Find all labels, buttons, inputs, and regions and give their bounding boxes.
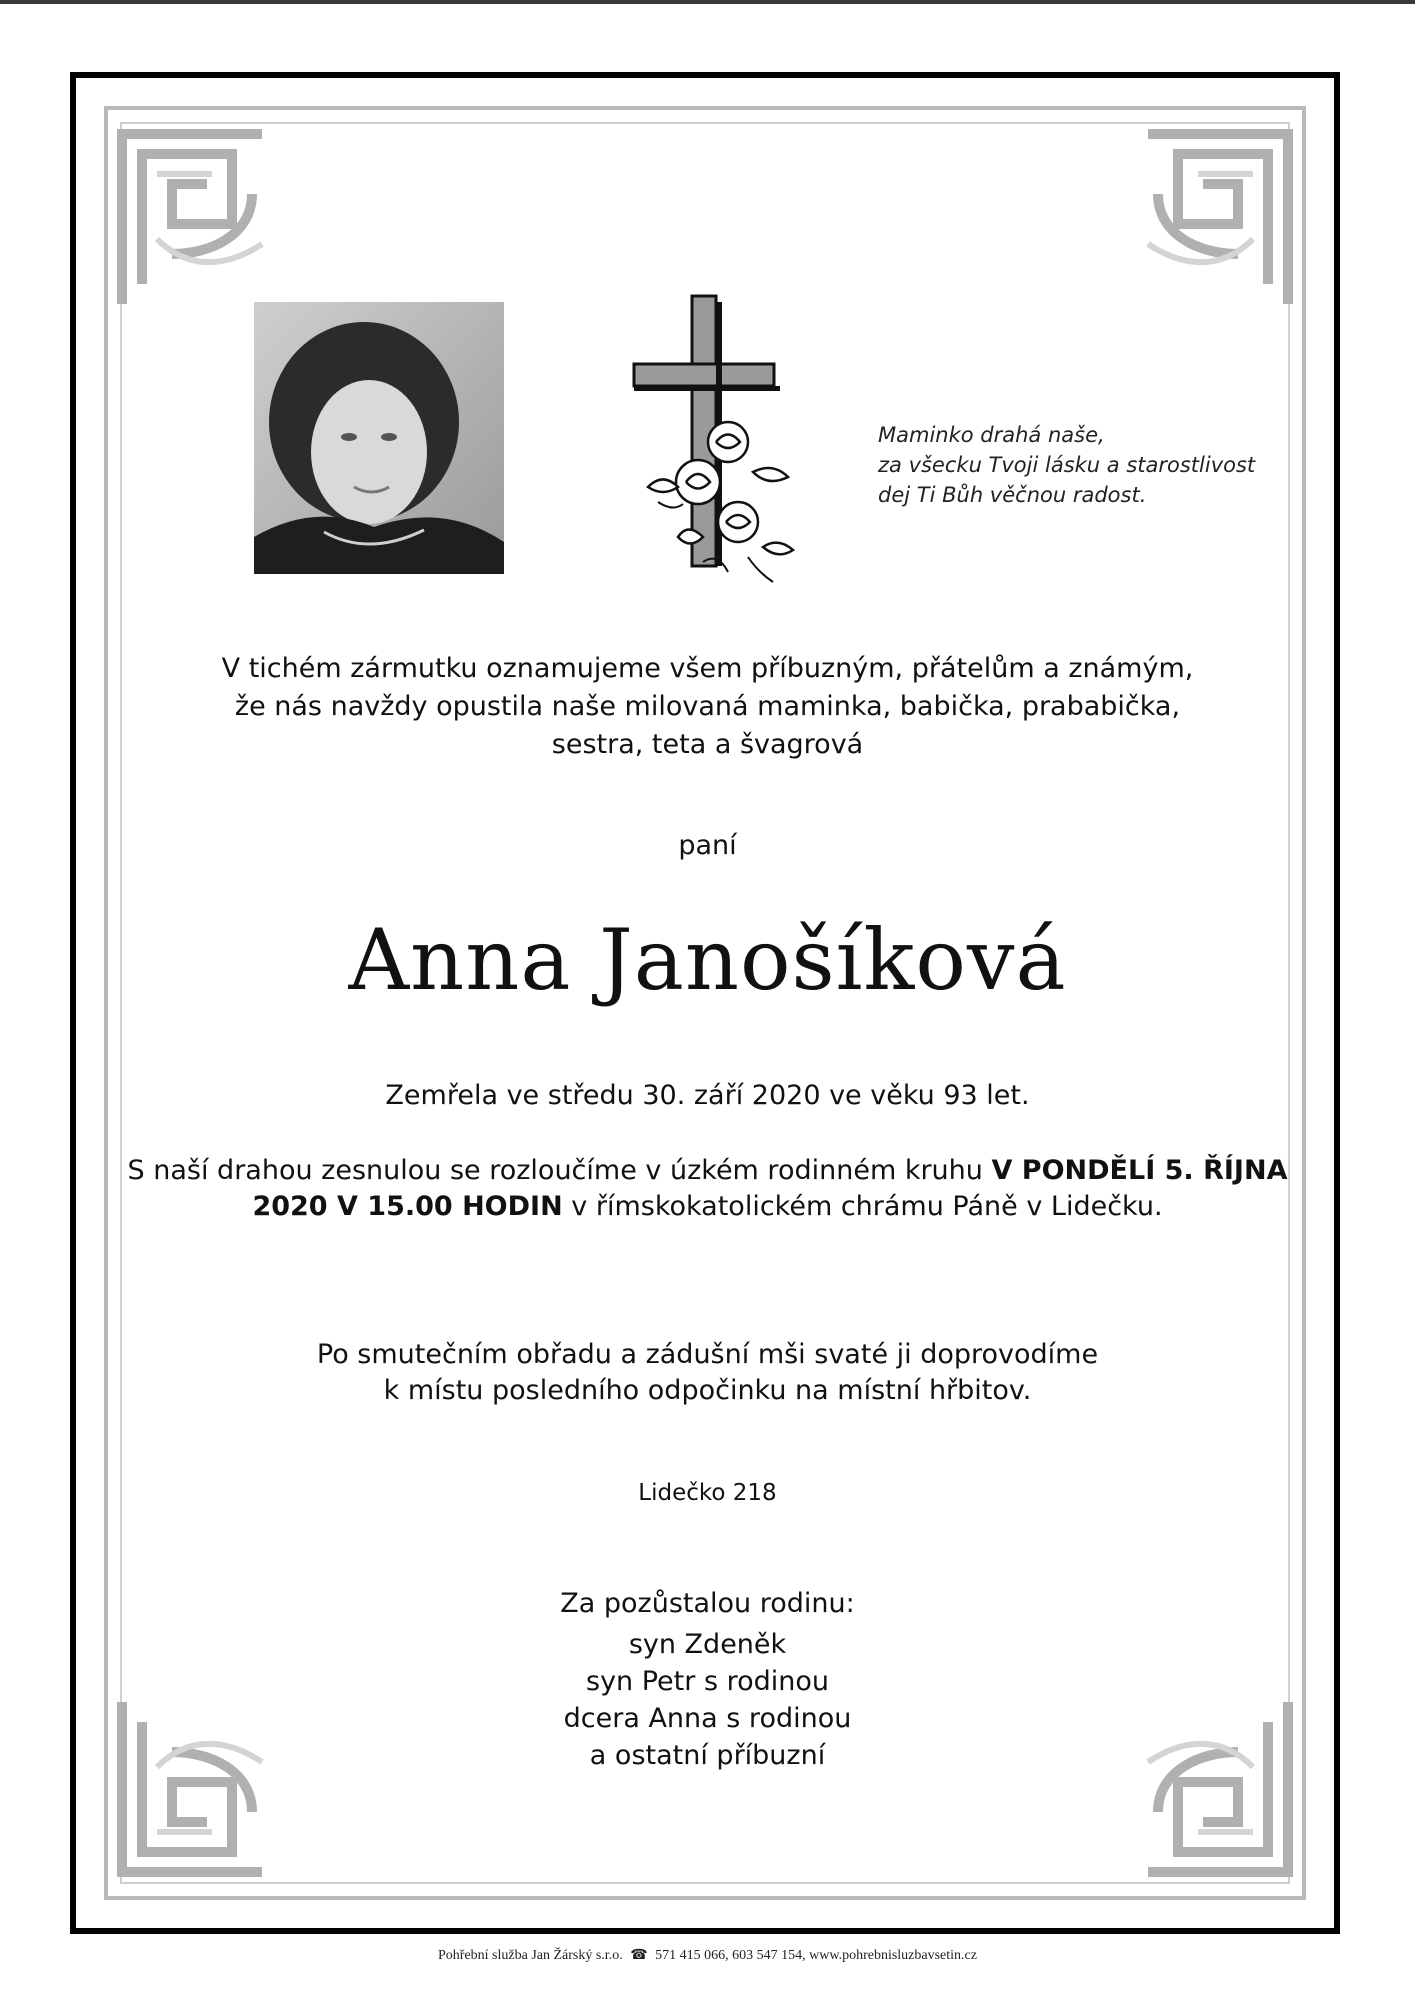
footer-company: Pohřební služba Jan Žárský s.r.o. (438, 1948, 623, 1963)
family-signers (100, 1585, 1315, 1774)
farewell-info (100, 1153, 1315, 1225)
cross-with-roses-icon (628, 292, 828, 592)
funeral-service-footer (0, 1947, 1415, 1964)
corner-ornament-top-right (1128, 114, 1298, 314)
announcement-intro (100, 650, 1315, 764)
signer-name: a ostatní příbuzní (589, 1740, 826, 1771)
memorial-quote (878, 420, 1298, 510)
footer-phones: 571 415 066, 603 547 154, (655, 1948, 806, 1963)
farewell-place: v římskokatolickém chrámu Páně v Lidečku. (571, 1191, 1163, 1222)
signers-heading: Za pozůstalou rodinu: (560, 1588, 855, 1619)
burial-line: k místu posledního odpočinku na místní hřbitov. (383, 1375, 1032, 1406)
intro-line: že nás navždy opustila naše milovaná maminka, babička, prababička, (234, 691, 1181, 722)
farewell-datetime: V PONDĚLÍ 5. ŘÍJNA 2020 V 15.00 HODIN (252, 1155, 1288, 1222)
intro-line: V tichém zármutku oznamujeme všem příbuzným, přátelům a známým, (221, 653, 1194, 684)
intro-line: sestra, teta a švagrová (551, 729, 864, 760)
quote-line: dej Ti Bůh věčnou radost. (878, 483, 1147, 507)
quote-line: Maminko drahá naše, (878, 423, 1105, 447)
honorific: paní (678, 830, 737, 861)
deceased-name: Anna Janošíková (348, 911, 1067, 1009)
burial-info (100, 1337, 1315, 1409)
phone-icon: ☎ (630, 1948, 648, 1963)
footer-website: www.pohrebnisluzbavsetin.cz (809, 1948, 977, 1963)
farewell-line-1: S naší drahou zesnulou se rozloučíme (127, 1155, 637, 1186)
address: Lidečko 218 (638, 1480, 777, 1506)
top-rule (0, 0, 1415, 4)
signer-name: syn Petr s rodinou (586, 1666, 829, 1697)
signer-name: syn Zdeněk (628, 1629, 787, 1660)
quote-line: za všecku Tvoji lásku a starostlivost (878, 453, 1256, 477)
death-date-line: Zemřela ve středu 30. září 2020 ve věku 93 let. (385, 1080, 1030, 1111)
signer-name: dcera Anna s rodinou (563, 1703, 852, 1734)
burial-line: Po smutečním obřadu a zádušní mši svaté ji doprovodíme (316, 1339, 1099, 1370)
farewell-line-2: v úzkém rodinném kruhu (645, 1155, 983, 1186)
corner-ornament-top-left (112, 114, 282, 314)
deceased-portrait-photo (254, 302, 504, 574)
